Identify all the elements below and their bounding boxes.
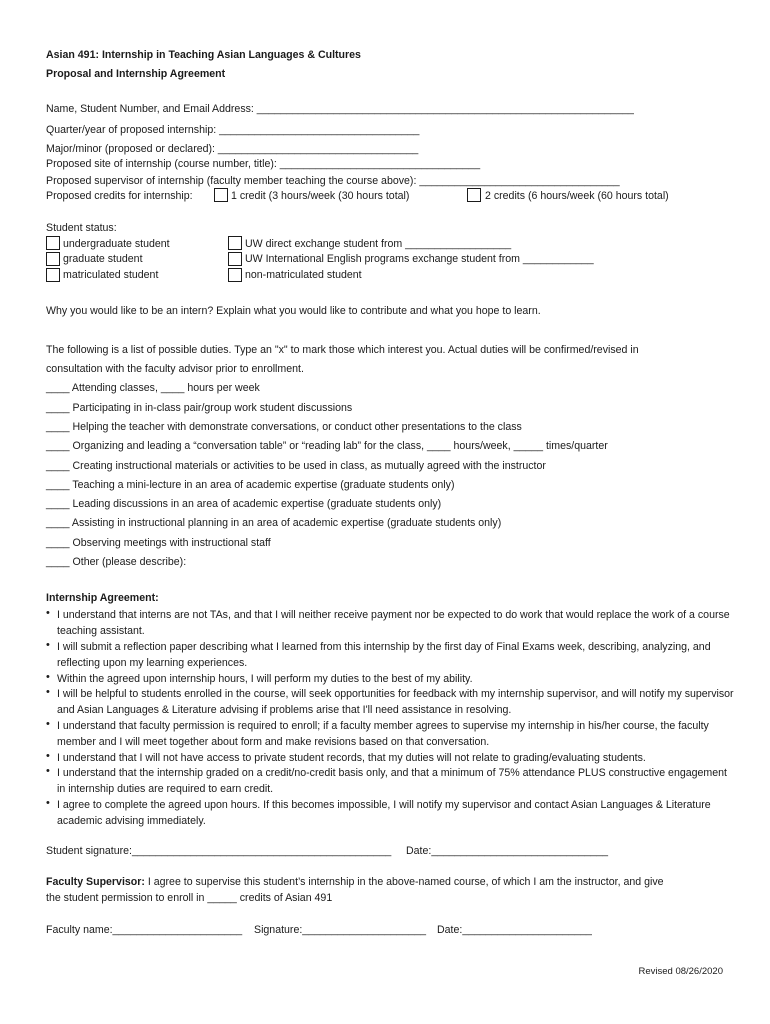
uw-iep-exchange-checkbox[interactable]	[228, 252, 242, 266]
agreement-item: I will submit a reflection paper describing what I learned from this internship by the first day of Final Exams week, describing, analyzing, and reflecting upon my learning experiences.	[57, 641, 711, 669]
credit-2-label: 2 credits (6 hours/week (60 hours total)	[485, 190, 669, 202]
duty-item[interactable]: ____ Leading discussions in an area of academic expertise (graduate students only)	[46, 498, 442, 510]
credit-1-checkbox[interactable]	[214, 188, 228, 202]
page-title: Asian 491: Internship in Teaching Asian Languages & Cultures	[46, 49, 361, 61]
agreement-heading: Internship Agreement:	[46, 592, 159, 604]
duty-item[interactable]: ____ Observing meetings with instructional staff	[46, 537, 271, 549]
bullet-icon: •	[46, 750, 50, 762]
bullet-icon: •	[46, 639, 50, 651]
bullet-icon: •	[46, 765, 50, 777]
agreement-item: I understand that interns are not TAs, and that I will neither receive payment nor be expected to do work that would replace the work of a course teaching assistant.	[57, 609, 730, 637]
graduate-checkbox[interactable]	[46, 252, 60, 266]
duty-item[interactable]: ____ Organizing and leading a “conversation table” or “reading lab” for the class, ____ hours/week, _____ times/quarter	[46, 440, 608, 452]
uw-iep-exchange-label: UW International English programs exchange student from ____________	[245, 253, 594, 265]
duties-intro-line-2: consultation with the faculty advisor prior to enrollment.	[46, 363, 304, 375]
quarter-field[interactable]: Quarter/year of proposed internship: __________________________________	[46, 124, 420, 136]
matriculated-label: matriculated student	[63, 269, 159, 281]
name-field[interactable]: Name, Student Number, and Email Address: ________________________________________________________________	[46, 103, 634, 115]
why-question: Why you would like to be an intern? Explain what you would like to contribute and what you hope to learn.	[46, 305, 541, 317]
non-matriculated-checkbox[interactable]	[228, 268, 242, 282]
student-signature-field[interactable]: Student signature:____________________________________________	[46, 845, 392, 857]
duty-item[interactable]: ____ Assisting in instructional planning in an area of academic expertise (graduate students only)	[46, 517, 502, 529]
agreement-item: I agree to complete the agreed upon hours. If this becomes impossible, I will notify my supervisor and contact Asian Languages & Literature academic advising immediately.	[57, 799, 711, 827]
page-subtitle: Proposal and Internship Agreement	[46, 68, 226, 80]
student-date-field[interactable]: Date:______________________________	[406, 845, 609, 857]
agreement-item: I understand that the internship graded on a credit/no-credit basis only, and that a minimum of 75% attendance PLUS constructive engagement in internship duties are required to earn credit.	[57, 767, 727, 795]
non-matriculated-label: non-matriculated student	[245, 269, 362, 281]
agreement-item: I understand that faculty permission is required to enroll; if a faculty member agrees to supervise my internship in his/her course, the faculty member and I will meet together about form and make revisions based on that conversation.	[57, 720, 709, 748]
uw-direct-exchange-checkbox[interactable]	[228, 236, 242, 250]
duties-intro-line-1: The following is a list of possible duties. Type an "x" to mark those which interest you. Actual duties will be confirmed/revised in	[46, 344, 639, 356]
credit-1-label: 1 credit (3 hours/week (30 hours total)	[231, 190, 410, 202]
duty-item[interactable]: ____ Teaching a mini-lecture in an area of academic expertise (graduate students only)	[46, 479, 455, 491]
agreement-item: I understand that I will not have access to private student records, that my duties will not relate to grading/evaluating students.	[57, 752, 646, 764]
faculty-permission-line[interactable]: the student permission to enroll in _____ credits of Asian 491	[46, 892, 333, 904]
faculty-supervisor-statement	[46, 876, 664, 888]
duty-item[interactable]: ____ Attending classes, ____ hours per week	[46, 382, 260, 394]
matriculated-checkbox[interactable]	[46, 268, 60, 282]
faculty-supervisor-text: I agree to supervise this student’s internship in the above-named course, of which I am the instructor, and give	[144, 876, 664, 888]
undergraduate-label: undergraduate student	[63, 238, 170, 250]
faculty-supervisor-label: Faculty Supervisor:	[46, 876, 145, 888]
duty-item[interactable]: ____ Helping the teacher with demonstrate conversations, or conduct other presentations to the class	[46, 421, 522, 433]
duty-item[interactable]: ____ Other (please describe):	[46, 556, 187, 568]
supervisor-field[interactable]: Proposed supervisor of internship (faculty member teaching the course above): __________________________________	[46, 175, 620, 187]
agreement-item: I will be helpful to students enrolled in the course, will seek opportunities for feedback with my internship supervisor, and will notify my supervisor and Asian Languages & Literature advising if problems arise that I'll need assistance in resolving.	[57, 688, 734, 716]
faculty-date-field[interactable]: Date:______________________	[437, 924, 592, 936]
faculty-name-field[interactable]: Faculty name:______________________	[46, 924, 243, 936]
bullet-icon: •	[46, 671, 50, 683]
major-field[interactable]: Major/minor (proposed or declared): __________________________________	[46, 143, 419, 155]
bullet-icon: •	[46, 718, 50, 730]
duty-item[interactable]: ____ Creating instructional materials or activities to be used in class, as mutually agreed with the instructor	[46, 460, 546, 472]
credit-2-checkbox[interactable]	[467, 188, 481, 202]
bullet-icon: •	[46, 607, 50, 619]
bullet-icon: •	[46, 686, 50, 698]
graduate-label: graduate student	[63, 253, 143, 265]
undergraduate-checkbox[interactable]	[46, 236, 60, 250]
uw-direct-exchange-label: UW direct exchange student from __________________	[245, 238, 512, 250]
credits-label: Proposed credits for internship:	[46, 190, 193, 202]
site-field[interactable]: Proposed site of internship (course number, title): __________________________________	[46, 158, 481, 170]
student-status-label: Student status:	[46, 222, 117, 234]
agreement-item: Within the agreed upon internship hours, I will perform my duties to the best of my ability.	[57, 673, 473, 685]
faculty-signature-field[interactable]: Signature:_____________________	[254, 924, 427, 936]
revised-date: Revised 08/26/2020	[638, 966, 723, 977]
duty-item[interactable]: ____ Participating in in-class pair/group work student discussions	[46, 402, 353, 414]
bullet-icon: •	[46, 797, 50, 809]
